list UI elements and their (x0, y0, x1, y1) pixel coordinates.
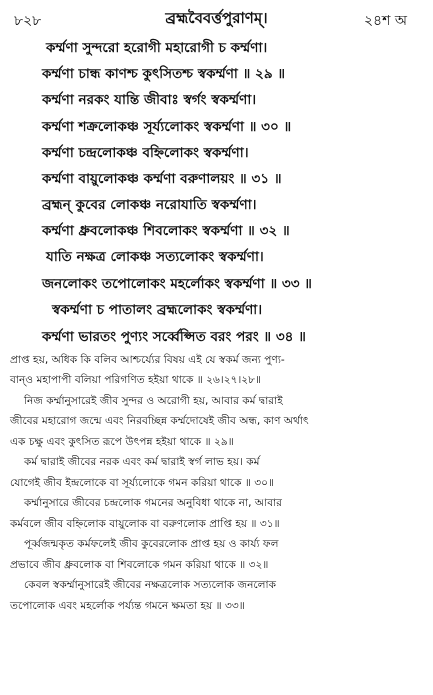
translation-line: এক চক্ষু এবং কুৎসিত রূপে উৎপন্ন হইয়া থাকে ॥ ২৯॥ (10, 436, 234, 448)
translation-line: কর্মবলে জীব বহ্নিলোক বায়ুলোক বা বরুণলোক প্রাপ্তি হয় ॥ ৩১॥ (10, 518, 280, 530)
verse-line: কর্ম্মণা চন্দ্রলোকঞ্চ বহ্নিলোকং স্বকর্ম্মণা। (42, 145, 249, 161)
translation-line: কর্ম দ্বারাই জীবের নরক এবং কর্ম দ্বারাই স্বর্গ লাভ হয়। কর্ম (24, 456, 260, 468)
page-title: ব্রহ্মবৈবর্ত্তপুরাণম্। (165, 9, 268, 27)
translation-line: প্রভাবে জীব ধ্রুবলোক বা শিবলোকে গমন করিয়া থাকে ॥ ৩২॥ (10, 559, 269, 571)
translation-line: তপোলোক এবং মহর্লোক পর্য্যন্ত গমনে ক্ষমতা হয় ॥ ৩৩॥ (10, 600, 245, 612)
translation-line: কেবল স্বকর্ম্মানুসারেই জীবের নক্ষত্রলোক সত্যলোক জনলোক (24, 579, 277, 591)
translation-line: জীবের মহারোগ জন্মে এবং নিরবচ্ছিন্ন কর্ম্মদোষেই জীব অন্ধ, কাণ অর্থাৎ (10, 415, 309, 427)
verse-line: কর্ম্মণা নরকং যান্তি জীবাঃ স্বর্গং স্বকর্ম্মণা। (42, 92, 257, 108)
verse-line: কর্ম্মণা চান্ধ কাণশ্চ কুৎসিতশ্চ স্বকর্ম্মণা ॥ ২৯ ॥ (42, 66, 286, 82)
chapter-label: ২৪শ অ (363, 13, 407, 29)
translation-line: নিজ কর্ম্মানুসারেই জীব সুন্দর ও অরোগী হয়, আবার কর্ম দ্বারাই (24, 395, 283, 407)
verse-line: কর্ম্মণা সুন্দরো হরোগী মহারোগী চ কর্ম্মণা। (46, 40, 268, 56)
verse-line: যাতি নক্ষত্র লোকঞ্চ সত্যলোকং স্বকর্ম্মণা। (46, 249, 264, 265)
translation-line: প্রাপ্ত হয়, অধিক কি বলিব আশ্চর্য্যের বিষয় এই যে স্বকর্ম জন্য পুণ্য- (10, 354, 285, 366)
translation-line: বান্ও মহাপাপী বলিয়া পরিগণিত হইয়া থাকে ॥ ২৬।২৭।২৮॥ (10, 374, 262, 386)
verse-line: কর্ম্মণা ভারতং পুণ্যং সর্ব্বেপ্সিত বরং পরং ॥ ৩৪ ॥ (42, 329, 306, 345)
translation-line: পূর্ব্বজন্মকৃত কর্মফলেই জীব কুবেরলোক প্রাপ্ত হয় ও কার্য্য ফল (24, 538, 279, 550)
verse-line: কর্ম্মণা শক্রলোকঞ্চ সূর্য্যলোকং স্বকর্ম্মণা ॥ ৩০ ॥ (42, 119, 292, 135)
verse-line: কর্ম্মণা বায়ুলোকঞ্চ কর্ম্মণা বরুণালয়ং ॥ ৩১ ॥ (42, 171, 282, 187)
page-header (0, 7, 433, 31)
verse-line: স্বকর্ম্মণা চ পাতালং ব্রহ্মলোকং স্বকর্ম্মণা। (52, 302, 263, 318)
verse-line: ব্রহ্মন্ কুবের লোকঞ্চ নরোযাতি স্বকর্ম্মণা। (42, 197, 257, 213)
verse-line: জনলোকং তপোলোকং মহর্লোকং স্বকর্ম্মণা ॥ ৩৩ ॥ (42, 276, 312, 292)
page-number: ৮২৮ (14, 13, 42, 29)
translation-line: যোগেই জীব ইন্দ্রলোকে বা সূর্য্যলোকে গমন করিয়া থাকে ॥ ৩০॥ (10, 477, 274, 489)
translation-line: কর্ম্মানুসারে জীবের চন্দ্রলোক গমনের অনুবিধা থাকে না, আবার (24, 497, 282, 509)
verse-line: কর্ম্মণা ধ্রুবলোকঞ্চ শিবলোকং স্বকর্ম্মণা ॥ ৩২ ॥ (42, 223, 290, 239)
